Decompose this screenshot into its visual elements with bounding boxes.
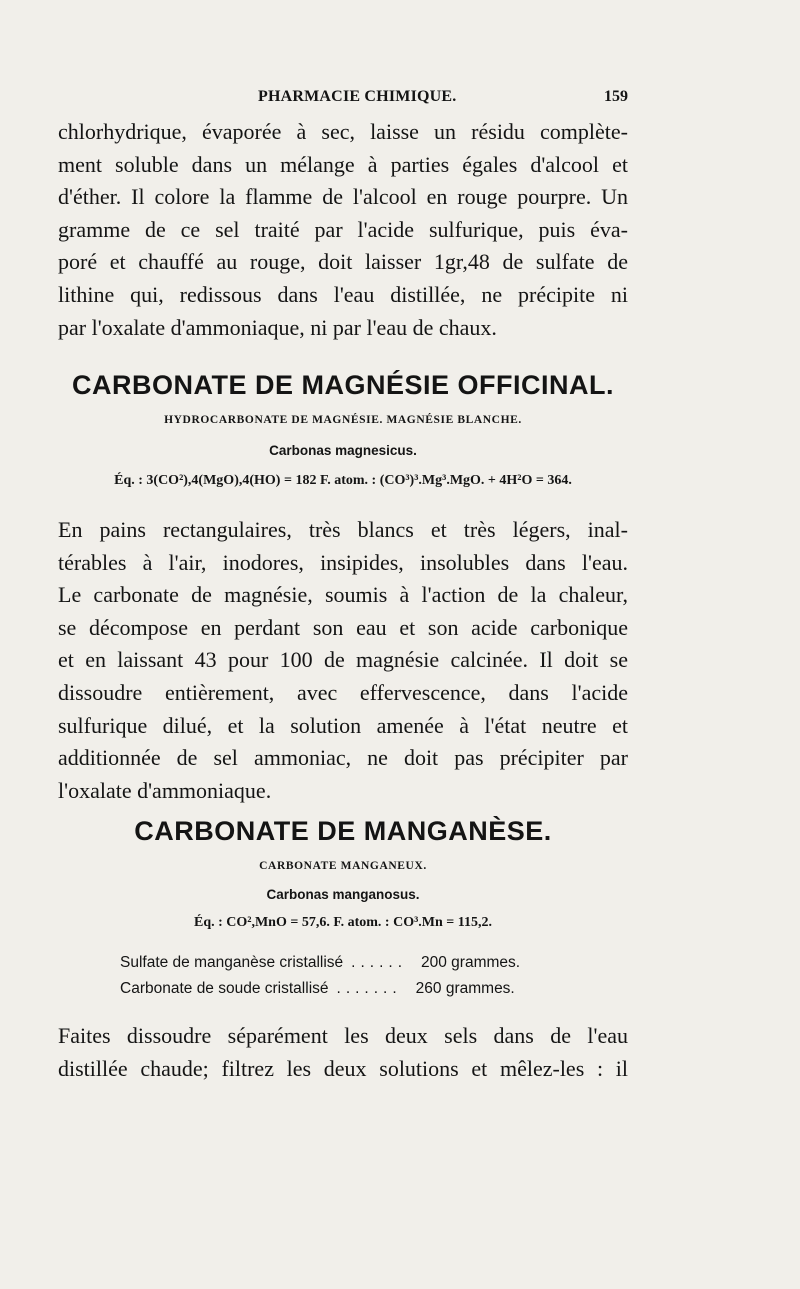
running-title: PHARMACIE CHIMIQUE. xyxy=(258,88,457,105)
section-subtitle-manganese: CARBONATE MANGANEUX. xyxy=(259,860,427,872)
ingredient-name: Carbonate de soude cristallisé xyxy=(120,980,329,997)
paragraph-line: térables à l'air, inodores, insipides, insolubles dans l'eau. xyxy=(58,549,628,575)
page-header xyxy=(58,88,628,112)
page-number: 159 xyxy=(604,88,628,105)
paragraph-line: d'éther. Il colore la flamme de l'alcool en rouge pourpre. Un xyxy=(58,184,628,210)
leader-dots: ...... xyxy=(351,954,407,971)
section-subtitle-magnesie: HYDROCARBONATE DE MAGNÉSIE. MAGNÉSIE BLANCHE. xyxy=(164,414,522,426)
paragraph-line: poré et chauffé au rouge, doit laisser 1gr,48 de sulfate de xyxy=(58,249,628,275)
paragraph-line: par l'oxalate d'ammoniaque, ni par l'eau de chaux. xyxy=(58,314,497,340)
paragraph-line: additionnée de sel ammoniac, ne doit pas précipiter par xyxy=(58,745,628,771)
ingredient-quantity: 260 grammes. xyxy=(415,980,515,997)
paragraph-line: se décompose en perdant son eau et son acide carbonique xyxy=(58,614,628,640)
recipe-row xyxy=(120,980,600,1006)
paragraph-line: l'oxalate d'ammoniaque. xyxy=(58,777,272,803)
formula-magnesie: Éq. : 3(CO²),4(MgO),4(HO) = 182 F. atom. : (CO³)³.Mg³.MgO. + 4H²O = 364. xyxy=(114,473,572,488)
intro-paragraph xyxy=(58,116,628,344)
paragraph-line: gramme de ce sel traité par l'acide sulfurique, puis éva- xyxy=(58,216,628,242)
paragraph-line: lithine qui, redissous dans l'eau distillée, ne précipite ni xyxy=(58,281,628,307)
paragraph-line: sulfurique dilué, et la solution amenée à l'état neutre et xyxy=(58,712,628,738)
paragraph-line: En pains rectangulaires, très blancs et très légers, inal- xyxy=(58,517,628,542)
paragraph-line: Faites dissoudre séparément les deux sels dans de l'eau xyxy=(58,1023,628,1048)
section-title-manganese: CARBONATE DE MANGANÈSE. xyxy=(134,816,552,846)
paragraph-line: chlorhydrique, évaporée à sec, laisse un résidu complète- xyxy=(58,119,628,144)
paragraph-line: et en laissant 43 pour 100 de magnésie calcinée. Il doit se xyxy=(58,647,628,673)
paragraph-line: distillée chaude; filtrez les deux solutions et mêlez-les : il xyxy=(58,1055,628,1081)
latin-name-manganese: Carbonas manganosus. xyxy=(266,887,420,902)
paragraph-line: Le carbonate de magnésie, soumis à l'action de la chaleur, xyxy=(58,582,628,608)
formula-manganese: Éq. : CO²,MnO = 57,6. F. atom. : CO³.Mn = 115,2. xyxy=(193,915,492,930)
ingredient-name: Sulfate de manganèse cristallisé xyxy=(120,954,344,971)
recipe-list xyxy=(120,954,600,1006)
paragraph-line: dissoudre entièrement, avec effervescence, dans l'acide xyxy=(58,679,628,705)
manganese-paragraph xyxy=(58,1020,628,1085)
section-title-magnesie: CARBONATE DE MAGNÉSIE OFFICINAL. xyxy=(72,370,614,400)
paragraph-line: ment soluble dans un mélange à parties égales d'alcool et xyxy=(58,151,628,177)
leader-dots: ....... xyxy=(336,980,402,997)
ingredient-quantity: 200 grammes. xyxy=(421,954,521,971)
magnesie-paragraph xyxy=(58,514,628,807)
recipe-row xyxy=(120,954,600,980)
latin-name-magnesie: Carbonas magnesicus. xyxy=(269,443,417,458)
